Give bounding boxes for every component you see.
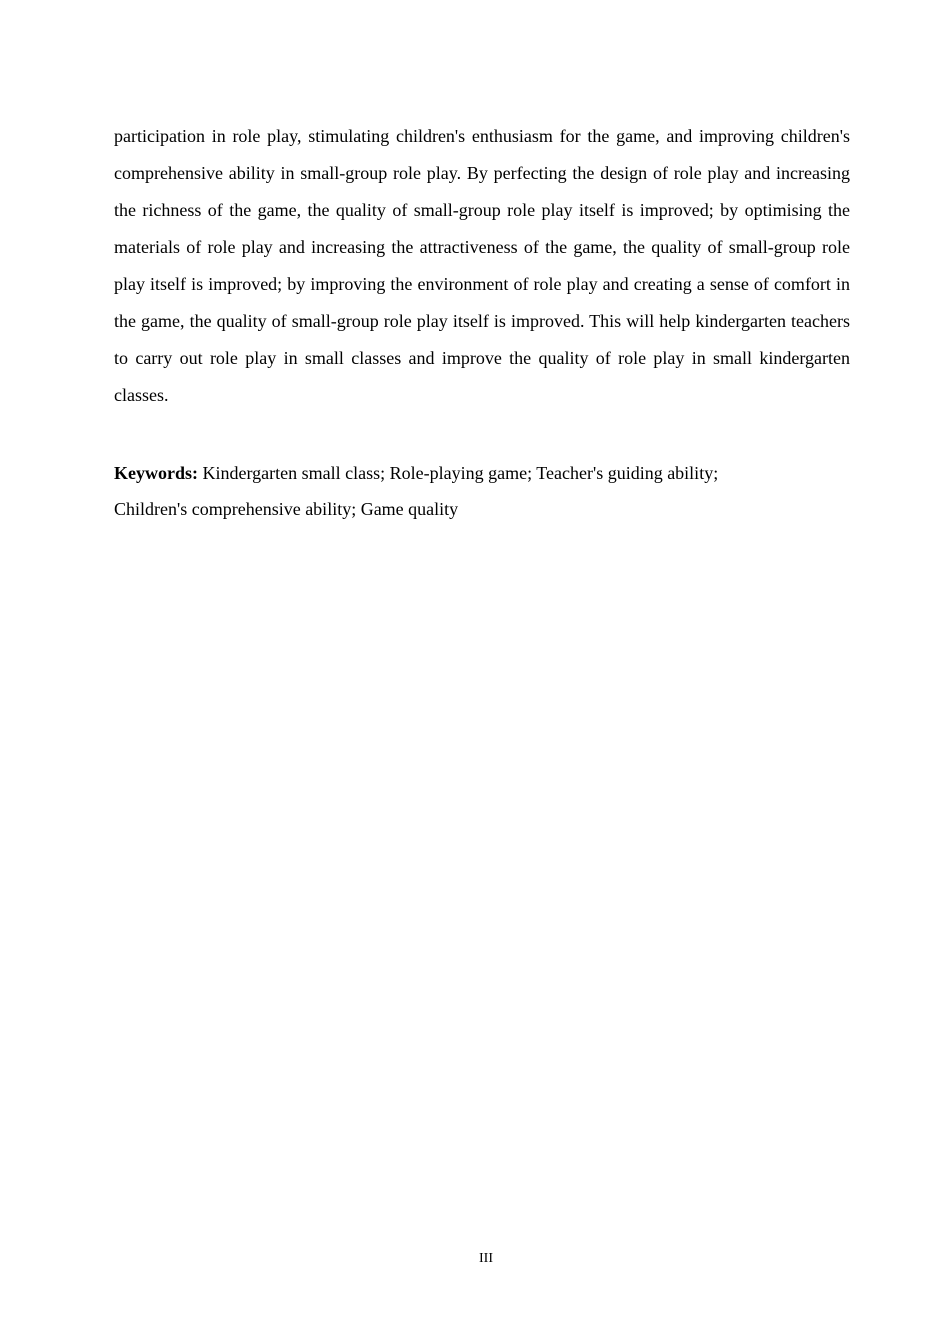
page-number: III [479, 1251, 493, 1266]
keywords-section [114, 455, 850, 527]
abstract-paragraph: participation in role play, stimulating children's enthusiasm for the game, and improving children's comprehensive ability in small-group role play. By perfecting the design of role play and increasing the richness of the game, the quality of small-group role play itself is improved; by optimising the materials of role play and increasing the attractiveness of the game, the quality of small-group role play itself is improved; by improving the environment of role play and creating a sense of comfort in the game, the quality of small-group role play itself is improved. This will help kindergarten teachers to carry out role play in small classes and improve the quality of role play in small kindergarten classes. [114, 126, 850, 405]
keywords-label: Keywords: [114, 463, 198, 483]
keywords-line-1: Kindergarten small class; Role-playing game; Teacher's guiding ability; [202, 463, 719, 483]
keywords-line-2: Children's comprehensive ability; Game quality [114, 499, 459, 519]
